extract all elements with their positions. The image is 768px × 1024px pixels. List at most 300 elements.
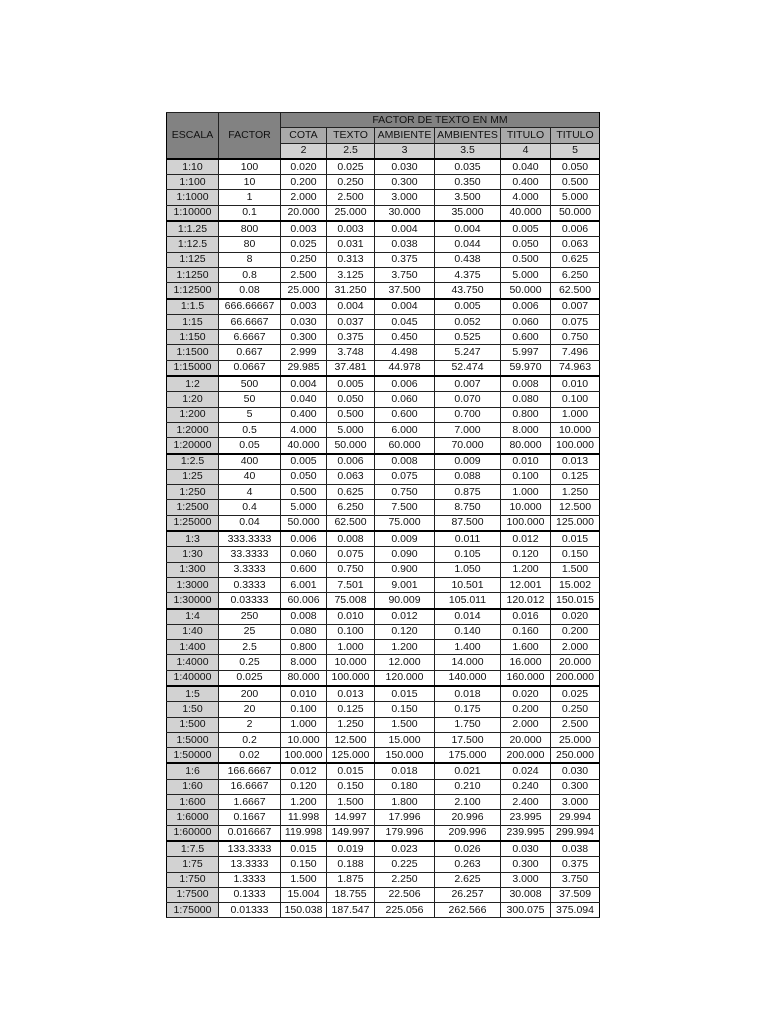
factor-cell: 0.4 (219, 500, 281, 515)
scale-cell: 1:100 (167, 175, 219, 190)
scale-cell: 1:1.25 (167, 221, 219, 237)
value-cell: 22.506 (375, 887, 435, 902)
table-row (167, 515, 600, 531)
value-cell: 0.007 (435, 376, 501, 392)
table-row (167, 903, 600, 918)
value-cell: 50.000 (551, 205, 600, 221)
value-cell: 1.000 (281, 717, 327, 732)
value-cell: 0.075 (551, 314, 600, 329)
value-cell: 0.030 (375, 159, 435, 175)
value-cell: 4.375 (435, 267, 501, 282)
value-cell: 74.963 (551, 360, 600, 376)
factor-cell: 800 (219, 221, 281, 237)
table-row (167, 330, 600, 345)
value-cell: 0.600 (281, 562, 327, 577)
value-cell: 0.004 (375, 299, 435, 315)
value-cell: 43.750 (435, 283, 501, 299)
value-cell: 0.100 (281, 702, 327, 717)
factor-cell: 250 (219, 609, 281, 625)
scale-cell: 1:2000 (167, 422, 219, 437)
table-row (167, 825, 600, 841)
value-cell: 0.050 (281, 469, 327, 484)
value-cell: 9.001 (375, 577, 435, 592)
factor-cell: 33.3333 (219, 547, 281, 562)
value-cell: 0.052 (435, 314, 501, 329)
value-cell: 0.625 (551, 252, 600, 267)
scale-factor-table (166, 112, 600, 918)
value-cell: 0.875 (435, 485, 501, 500)
table-row (167, 376, 600, 392)
scale-cell: 1:75 (167, 857, 219, 872)
value-cell: 20.996 (435, 810, 501, 825)
value-cell: 0.175 (435, 702, 501, 717)
value-cell: 5.997 (501, 345, 551, 360)
value-cell: 200.000 (551, 670, 600, 686)
value-cell: 12.000 (375, 655, 435, 670)
value-cell: 0.004 (375, 221, 435, 237)
value-cell: 0.250 (327, 175, 375, 190)
value-cell: 60.000 (375, 438, 435, 454)
value-cell: 125.000 (327, 748, 375, 764)
scale-cell: 1:40000 (167, 670, 219, 686)
value-cell: 1.200 (501, 562, 551, 577)
value-cell: 187.547 (327, 903, 375, 918)
table-row (167, 205, 600, 221)
value-cell: 0.080 (501, 392, 551, 407)
value-cell: 0.300 (375, 175, 435, 190)
value-cell: 0.500 (327, 407, 375, 422)
value-cell: 15.004 (281, 887, 327, 902)
value-cell: 0.012 (501, 531, 551, 547)
value-cell: 60.006 (281, 593, 327, 609)
value-cell: 0.075 (327, 547, 375, 562)
value-cell: 17.996 (375, 810, 435, 825)
value-cell: 0.075 (375, 469, 435, 484)
value-cell: 14.997 (327, 810, 375, 825)
value-cell: 20.000 (551, 655, 600, 670)
scale-cell: 1:2 (167, 376, 219, 392)
value-cell: 3.000 (501, 872, 551, 887)
value-cell: 0.009 (375, 531, 435, 547)
value-cell: 15.002 (551, 577, 600, 592)
value-cell: 0.600 (375, 407, 435, 422)
column-size: 3 (375, 143, 435, 159)
value-cell: 0.006 (375, 376, 435, 392)
scale-cell: 1:30 (167, 547, 219, 562)
factor-cell: 2 (219, 717, 281, 732)
value-cell: 0.060 (375, 392, 435, 407)
scale-cell: 1:6000 (167, 810, 219, 825)
table-row (167, 299, 600, 315)
value-cell: 1.250 (327, 717, 375, 732)
scale-cell: 1:400 (167, 640, 219, 655)
value-cell: 125.000 (551, 515, 600, 531)
scale-cell: 1:12.5 (167, 237, 219, 252)
value-cell: 0.013 (327, 686, 375, 702)
table-row (167, 283, 600, 299)
value-cell: 0.375 (375, 252, 435, 267)
factor-cell: 2.5 (219, 640, 281, 655)
column-label: TITULO (501, 128, 551, 143)
factor-cell: 0.016667 (219, 825, 281, 841)
value-cell: 0.011 (435, 531, 501, 547)
factor-cell: 6.6667 (219, 330, 281, 345)
value-cell: 0.500 (281, 485, 327, 500)
value-cell: 50.000 (501, 283, 551, 299)
scale-cell: 1:500 (167, 717, 219, 732)
scale-cell: 1:1.5 (167, 299, 219, 315)
column-size: 4 (501, 143, 551, 159)
value-cell: 1.000 (327, 640, 375, 655)
factor-cell: 20 (219, 702, 281, 717)
value-cell: 1.000 (551, 407, 600, 422)
value-cell: 0.060 (501, 314, 551, 329)
value-cell: 6.250 (327, 500, 375, 515)
factor-cell: 0.02 (219, 748, 281, 764)
value-cell: 0.016 (501, 609, 551, 625)
value-cell: 0.160 (501, 624, 551, 639)
value-cell: 0.015 (327, 763, 375, 779)
value-cell: 1.500 (551, 562, 600, 577)
value-cell: 0.225 (375, 857, 435, 872)
scale-cell: 1:7.5 (167, 841, 219, 857)
value-cell: 0.008 (501, 376, 551, 392)
value-cell: 0.020 (501, 686, 551, 702)
factor-cell: 80 (219, 237, 281, 252)
factor-cell: 1.3333 (219, 872, 281, 887)
value-cell: 0.150 (375, 702, 435, 717)
table-row (167, 531, 600, 547)
value-cell: 160.000 (501, 670, 551, 686)
value-cell: 1.875 (327, 872, 375, 887)
factor-cell: 10 (219, 175, 281, 190)
factor-cell: 4 (219, 485, 281, 500)
scale-cell: 1:10000 (167, 205, 219, 221)
value-cell: 0.200 (281, 175, 327, 190)
table-row (167, 252, 600, 267)
table-row (167, 872, 600, 887)
column-label: COTA (281, 128, 327, 143)
scale-cell: 1:20000 (167, 438, 219, 454)
table-row (167, 422, 600, 437)
value-cell: 0.438 (435, 252, 501, 267)
table-row (167, 702, 600, 717)
table-row (167, 640, 600, 655)
value-cell: 0.100 (551, 392, 600, 407)
value-cell: 50.000 (327, 438, 375, 454)
value-cell: 0.003 (327, 221, 375, 237)
value-cell: 90.009 (375, 593, 435, 609)
value-cell: 0.900 (375, 562, 435, 577)
value-cell: 0.263 (435, 857, 501, 872)
value-cell: 0.050 (501, 237, 551, 252)
value-cell: 29.994 (551, 810, 600, 825)
value-cell: 0.005 (327, 376, 375, 392)
value-cell: 0.030 (551, 763, 600, 779)
table-row (167, 438, 600, 454)
scale-cell: 1:3 (167, 531, 219, 547)
factor-cell: 3.3333 (219, 562, 281, 577)
value-cell: 0.040 (281, 392, 327, 407)
factor-cell: 0.1 (219, 205, 281, 221)
factor-cell: 0.1333 (219, 887, 281, 902)
column-label: TITULO (551, 128, 600, 143)
value-cell: 0.010 (281, 686, 327, 702)
value-cell: 62.500 (551, 283, 600, 299)
value-cell: 0.019 (327, 841, 375, 857)
value-cell: 25.000 (281, 283, 327, 299)
value-cell: 7.496 (551, 345, 600, 360)
value-cell: 0.750 (375, 485, 435, 500)
scale-cell: 1:3000 (167, 577, 219, 592)
value-cell: 0.050 (551, 159, 600, 175)
value-cell: 0.450 (375, 330, 435, 345)
value-cell: 100.000 (327, 670, 375, 686)
factor-cell: 0.0667 (219, 360, 281, 376)
value-cell: 10.000 (551, 422, 600, 437)
value-cell: 75.008 (327, 593, 375, 609)
scale-cell: 1:2500 (167, 500, 219, 515)
value-cell: 8.000 (281, 655, 327, 670)
scale-cell: 1:2.5 (167, 454, 219, 470)
scale-cell: 1:4000 (167, 655, 219, 670)
column-size: 2 (281, 143, 327, 159)
column-label: AMBIENTE (375, 128, 435, 143)
scale-cell: 1:150 (167, 330, 219, 345)
value-cell: 375.094 (551, 903, 600, 918)
value-cell: 119.998 (281, 825, 327, 841)
value-cell: 0.300 (551, 779, 600, 794)
value-cell: 23.995 (501, 810, 551, 825)
value-cell: 3.125 (327, 267, 375, 282)
value-cell: 40.000 (281, 438, 327, 454)
value-cell: 0.004 (281, 376, 327, 392)
scale-cell: 1:200 (167, 407, 219, 422)
factor-cell: 1 (219, 190, 281, 205)
value-cell: 0.313 (327, 252, 375, 267)
scale-cell: 1:125 (167, 252, 219, 267)
table-row (167, 609, 600, 625)
value-cell: 0.044 (435, 237, 501, 252)
table-row (167, 159, 600, 175)
scale-cell: 1:15 (167, 314, 219, 329)
value-cell: 179.996 (375, 825, 435, 841)
factor-cell: 0.04 (219, 515, 281, 531)
scale-cell: 1:75000 (167, 903, 219, 918)
value-cell: 0.004 (327, 299, 375, 315)
factor-cell: 8 (219, 252, 281, 267)
table-row (167, 175, 600, 190)
scale-cell: 1:7500 (167, 887, 219, 902)
factor-cell: 0.5 (219, 422, 281, 437)
factor-cell: 0.3333 (219, 577, 281, 592)
scale-cell: 1:1250 (167, 267, 219, 282)
scale-cell: 1:6 (167, 763, 219, 779)
value-cell: 2.500 (281, 267, 327, 282)
value-cell: 0.018 (375, 763, 435, 779)
value-cell: 2.500 (327, 190, 375, 205)
value-cell: 8.000 (501, 422, 551, 437)
value-cell: 239.995 (501, 825, 551, 841)
scale-cell: 1:25000 (167, 515, 219, 531)
value-cell: 0.008 (281, 609, 327, 625)
value-cell: 0.600 (501, 330, 551, 345)
column-size: 5 (551, 143, 600, 159)
value-cell: 0.010 (551, 376, 600, 392)
table-row (167, 763, 600, 779)
value-cell: 1.200 (281, 795, 327, 810)
factor-cell: 16.6667 (219, 779, 281, 794)
value-cell: 2.000 (281, 190, 327, 205)
value-cell: 0.060 (281, 547, 327, 562)
factor-cell: 166.6667 (219, 763, 281, 779)
table-row (167, 547, 600, 562)
value-cell: 1.200 (375, 640, 435, 655)
value-cell: 0.020 (281, 159, 327, 175)
value-cell: 2.999 (281, 345, 327, 360)
value-cell: 2.000 (551, 640, 600, 655)
value-cell: 10.000 (281, 732, 327, 747)
column-label: TEXTO (327, 128, 375, 143)
value-cell: 25.000 (327, 205, 375, 221)
value-cell: 1.000 (501, 485, 551, 500)
value-cell: 1.600 (501, 640, 551, 655)
value-cell: 0.088 (435, 469, 501, 484)
value-cell: 0.025 (551, 686, 600, 702)
value-cell: 105.011 (435, 593, 501, 609)
value-cell: 59.970 (501, 360, 551, 376)
value-cell: 0.045 (375, 314, 435, 329)
scale-cell: 1:10 (167, 159, 219, 175)
value-cell: 18.755 (327, 887, 375, 902)
value-cell: 5.000 (551, 190, 600, 205)
value-cell: 37.500 (375, 283, 435, 299)
value-cell: 0.037 (327, 314, 375, 329)
value-cell: 0.031 (327, 237, 375, 252)
value-cell: 120.012 (501, 593, 551, 609)
value-cell: 1.750 (435, 717, 501, 732)
value-cell: 30.000 (375, 205, 435, 221)
value-cell: 2.400 (501, 795, 551, 810)
value-cell: 0.240 (501, 779, 551, 794)
value-cell: 8.750 (435, 500, 501, 515)
table-row (167, 407, 600, 422)
value-cell: 0.021 (435, 763, 501, 779)
value-cell: 0.015 (375, 686, 435, 702)
value-cell: 2.100 (435, 795, 501, 810)
value-cell: 0.300 (501, 857, 551, 872)
value-cell: 7.000 (435, 422, 501, 437)
value-cell: 0.100 (327, 624, 375, 639)
table-row (167, 655, 600, 670)
factor-cell: 5 (219, 407, 281, 422)
value-cell: 0.038 (375, 237, 435, 252)
value-cell: 0.800 (501, 407, 551, 422)
value-cell: 0.006 (551, 221, 600, 237)
value-cell: 0.063 (551, 237, 600, 252)
scale-cell: 1:12500 (167, 283, 219, 299)
value-cell: 0.250 (551, 702, 600, 717)
value-cell: 0.024 (501, 763, 551, 779)
scale-cell: 1:5 (167, 686, 219, 702)
value-cell: 3.500 (435, 190, 501, 205)
value-cell: 7.501 (327, 577, 375, 592)
value-cell: 0.026 (435, 841, 501, 857)
factor-cell: 0.25 (219, 655, 281, 670)
scale-cell: 1:4 (167, 609, 219, 625)
scale-cell: 1:50000 (167, 748, 219, 764)
value-cell: 3.748 (327, 345, 375, 360)
scale-cell: 1:1500 (167, 345, 219, 360)
table-row (167, 360, 600, 376)
value-cell: 29.985 (281, 360, 327, 376)
value-cell: 15.000 (375, 732, 435, 747)
value-cell: 7.500 (375, 500, 435, 515)
table-row (167, 795, 600, 810)
value-cell: 209.996 (435, 825, 501, 841)
value-cell: 30.008 (501, 887, 551, 902)
escala-header: ESCALA (167, 113, 219, 159)
table-row (167, 237, 600, 252)
factor-cell: 666.66667 (219, 299, 281, 315)
table-row (167, 810, 600, 825)
value-cell: 150.015 (551, 593, 600, 609)
factor-cell: 100 (219, 159, 281, 175)
value-cell: 62.500 (327, 515, 375, 531)
value-cell: 100.000 (501, 515, 551, 531)
column-size: 2.5 (327, 143, 375, 159)
value-cell: 6.250 (551, 267, 600, 282)
scale-cell: 1:5000 (167, 732, 219, 747)
value-cell: 0.150 (281, 857, 327, 872)
scale-cell: 1:750 (167, 872, 219, 887)
value-cell: 3.000 (375, 190, 435, 205)
table-row (167, 190, 600, 205)
value-cell: 0.015 (551, 531, 600, 547)
table-row (167, 748, 600, 764)
factor-cell: 200 (219, 686, 281, 702)
value-cell: 0.030 (501, 841, 551, 857)
value-cell: 0.120 (375, 624, 435, 639)
value-cell: 0.008 (375, 454, 435, 470)
value-cell: 50.000 (281, 515, 327, 531)
value-cell: 1.400 (435, 640, 501, 655)
value-cell: 20.000 (501, 732, 551, 747)
value-cell: 0.010 (327, 609, 375, 625)
value-cell: 0.010 (501, 454, 551, 470)
value-cell: 37.509 (551, 887, 600, 902)
value-cell: 0.400 (501, 175, 551, 190)
value-cell: 0.150 (327, 779, 375, 794)
value-cell: 0.063 (327, 469, 375, 484)
value-cell: 11.998 (281, 810, 327, 825)
value-cell: 0.012 (281, 763, 327, 779)
value-cell: 0.038 (551, 841, 600, 857)
value-cell: 87.500 (435, 515, 501, 531)
value-cell: 37.481 (327, 360, 375, 376)
value-cell: 10.501 (435, 577, 501, 592)
value-cell: 52.474 (435, 360, 501, 376)
scale-cell: 1:30000 (167, 593, 219, 609)
value-cell: 150.038 (281, 903, 327, 918)
value-cell: 0.035 (435, 159, 501, 175)
value-cell: 0.375 (551, 857, 600, 872)
value-cell: 0.150 (551, 547, 600, 562)
value-cell: 100.000 (281, 748, 327, 764)
value-cell: 2.250 (375, 872, 435, 887)
value-cell: 0.250 (281, 252, 327, 267)
value-cell: 1.800 (375, 795, 435, 810)
